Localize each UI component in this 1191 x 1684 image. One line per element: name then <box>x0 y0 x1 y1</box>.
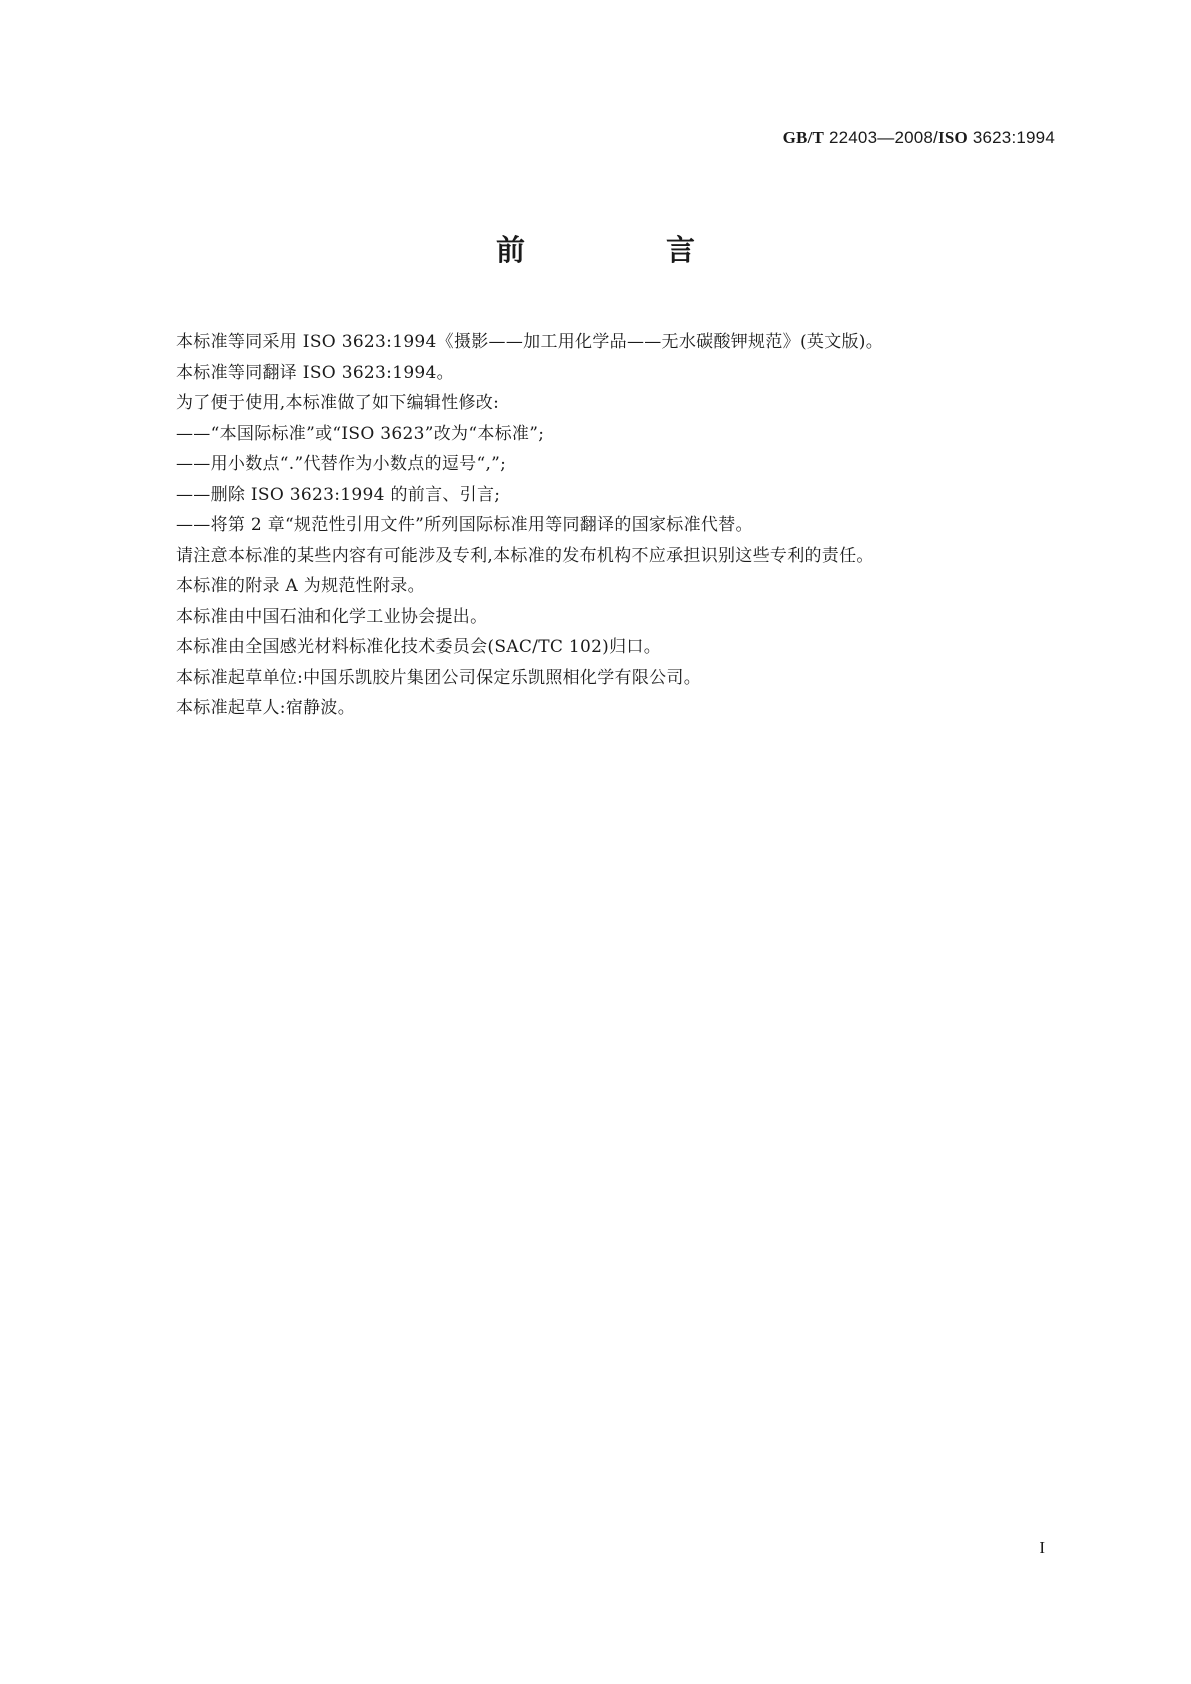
list-item: ——“本国际标准”或“ISO 3623”改为“本标准”; <box>176 423 545 444</box>
page-title: 前 言 <box>495 233 751 267</box>
paragraph: 为了便于使用,本标准做了如下编辑性修改: <box>176 393 500 413</box>
standard-number-header <box>783 128 1055 148</box>
std-number: 22403—2008/ <box>824 128 938 147</box>
paragraph: 本标准起草人:宿静波。 <box>176 698 356 718</box>
paragraph: 本标准的附录 A 为规范性附录。 <box>176 576 425 596</box>
page-number: I <box>1039 1538 1045 1557</box>
iso-number: 3623:1994 <box>967 128 1055 147</box>
paragraph: 本标准起草单位:中国乐凯胶片集团公司保定乐凯照相化学有限公司。 <box>176 667 702 688</box>
std-prefix: GB/T <box>782 128 825 147</box>
iso-prefix: ISO <box>938 128 968 147</box>
paragraph: 请注意本标准的某些内容有可能涉及专利,本标准的发布机构不应承担识别这些专利的责任。 <box>176 545 874 566</box>
list-item: ——将第 2 章“规范性引用文件”所列国际标准用等同翻译的国家标准代替。 <box>176 515 753 535</box>
paragraph: 本标准等同翻译 ISO 3623:1994。 <box>176 362 454 383</box>
list-item: ——用小数点“.”代替作为小数点的逗号“,”; <box>176 454 507 474</box>
paragraph: 本标准等同采用 ISO 3623:1994《摄影——加工用化学品——无水碳酸钾规范》(英文版)。 <box>176 332 884 352</box>
paragraph: 本标准由全国感光材料标准化技术委员会(SAC/TC 102)归口。 <box>176 637 662 657</box>
paragraph: 本标准由中国石油和化学工业协会提出。 <box>176 606 488 627</box>
foreword-body <box>176 327 1056 724</box>
list-item: ——删除 ISO 3623:1994 的前言、引言; <box>176 484 501 505</box>
